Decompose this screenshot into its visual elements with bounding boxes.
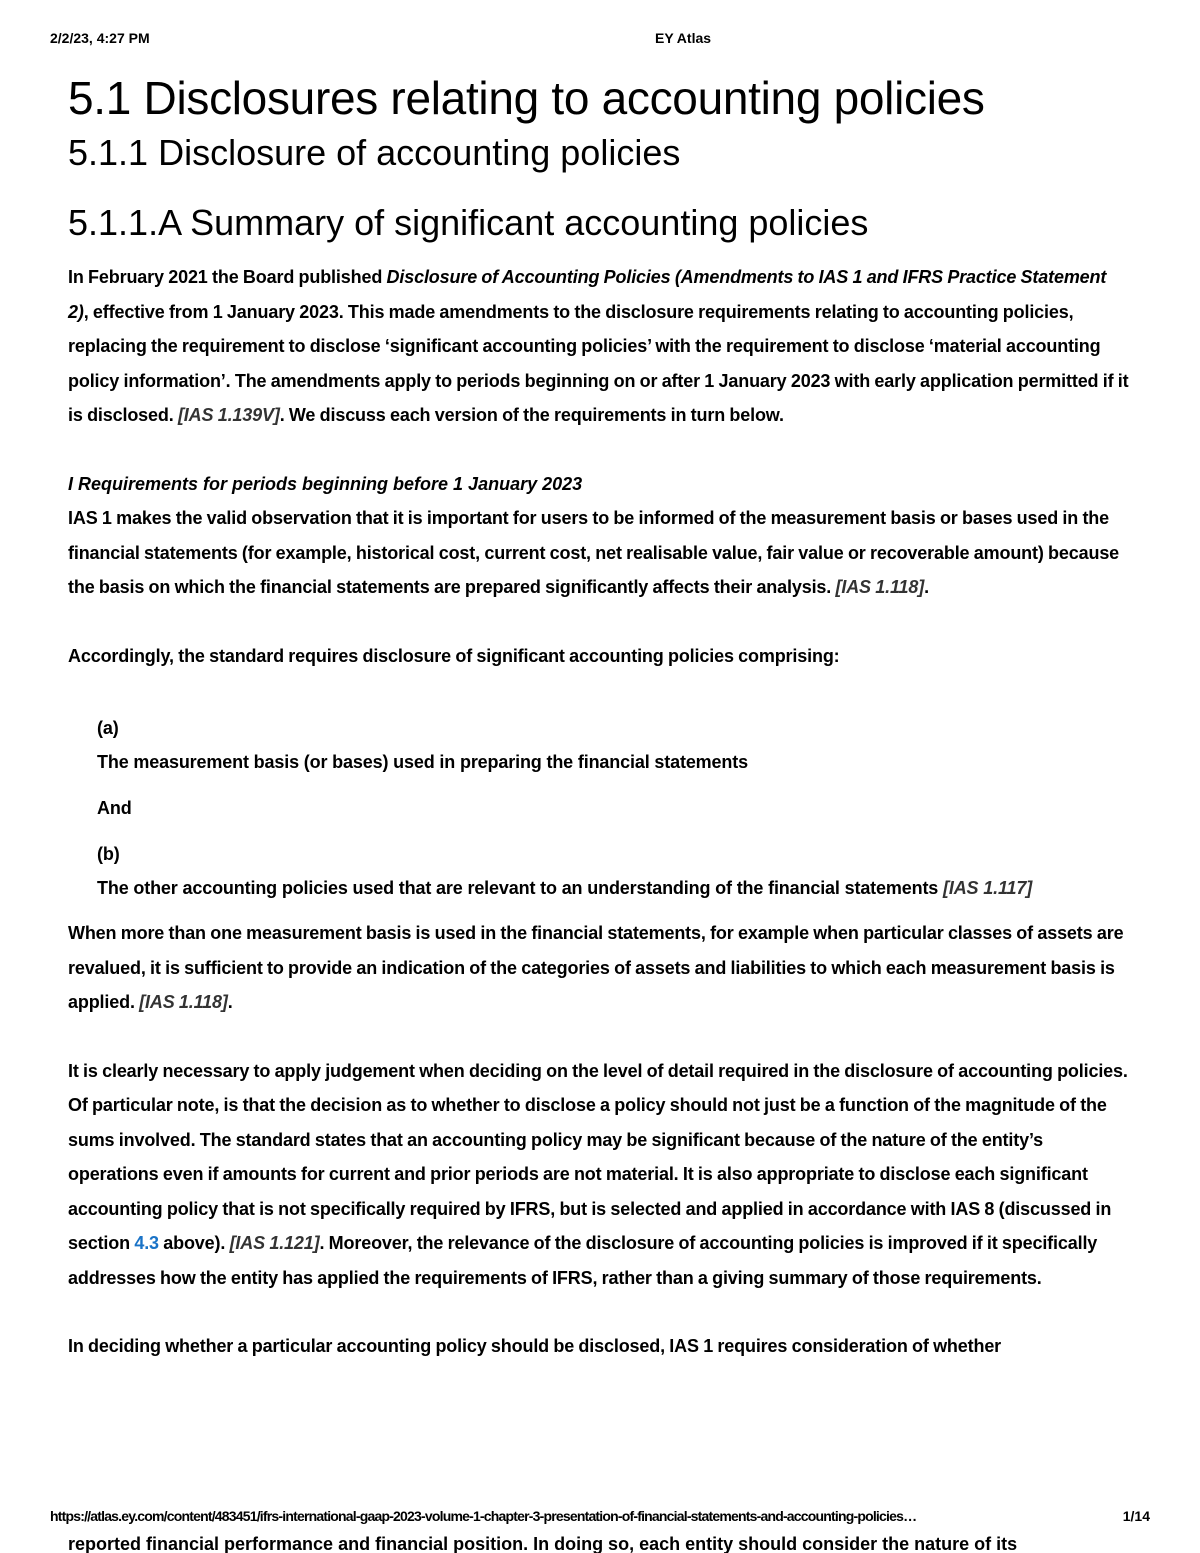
print-header [50, 30, 1150, 50]
intro-paragraph [68, 260, 1130, 433]
para4-end: . [227, 992, 233, 1012]
intro-text-b: , effective from 1 January 2023. This made amendments to the disclosure requirements relating to accounting policies, replacing the requirement to disclose ‘significant accounting policies’ with the requirement to disclose ‘material accounting policy information’. The amendments apply to periods beginning on or after 1 January 2023 with early application permitted if it is disclosed. [68, 301, 1129, 425]
section-4-3-link[interactable]: 4.3 [134, 1233, 159, 1253]
intro-text-a: In February 2021 the Board published [68, 267, 387, 287]
page-number: 1/14 [1122, 1508, 1150, 1524]
judgement-paragraph [68, 1054, 1130, 1296]
list-item-b-text [97, 873, 1130, 904]
ias-reference-117[interactable]: [IAS 1.117] [943, 878, 1033, 898]
para5-text-b: above). [158, 1233, 230, 1253]
print-site-name: EY Atlas [655, 30, 712, 46]
para2-text: IAS 1 makes the valid observation that it is important for users to be informed of the measurement basis or bases used in the financial statements (for example, historical cost, current cost, net realisable value, fair value or recoverable amount) because the basis on which the financial statements are prepared significantly affects their analysis. [68, 508, 1120, 597]
para2-end: . [924, 577, 929, 597]
print-footer [50, 1508, 1150, 1528]
deciding-paragraph: In deciding whether a particular accounting policy should be disclosed, IAS 1 requires consideration of whether [68, 1336, 1002, 1356]
publication-title: Disclosure of Accounting Policies (Amendments to IAS 1 and IFRS Practice Statement 2) [68, 267, 1107, 322]
intro-text-c: . We discuss each version of the requirements in turn below. [279, 405, 784, 425]
cut-off-text-line: reported financial performance and financial position. In doing so, each entity should consider the nature of its [68, 1534, 1018, 1553]
ias-reference-118-b[interactable]: [IAS 1.118] [139, 992, 228, 1012]
list-item-b-label: (b) [97, 844, 120, 864]
article-content [68, 70, 1130, 1364]
para5-text-a: It is clearly necessary to apply judgement when deciding on the level of detail required in the disclosure of accounting policies. Of particular note, is that the decision as to whether to disclose a policy should not just be a function of the magnitude of the sums involved. The standard states that an accounting policy may be significant because of the nature of the entity’s operations even if amounts for current and prior periods are not material. It is also appropriate to disclose each significant accounting policy that is not specifically required by IFRS, but is selected and applied in accordance with IAS 8 (discussed in section [68, 1060, 1128, 1253]
subtitle: 5.1.1 Disclosure of accounting policies [68, 132, 681, 173]
para5-text-c: . Moreover, the relevance of the disclosure of accounting policies is improved if it specifically addresses how the entity has applied the requirements of IFRS, rather than a giving summary of those requirements. [68, 1233, 1098, 1288]
print-url: https://atlas.ey.com/content/483451/ifrs-international-gaap-2023-volume-1-chapter-3-presentation-of-financial-statements-and-accounting-policies… [50, 1508, 917, 1524]
ias-reference-121[interactable]: [IAS 1.121] [229, 1233, 320, 1253]
accordingly-paragraph: Accordingly, the standard requires disclosure of significant accounting policies comprising: [68, 645, 840, 666]
ias-reference-139v[interactable]: [IAS 1.139V] [177, 405, 280, 425]
measurement-basis-paragraph [68, 501, 1130, 605]
print-date: 2/2/23, 4:27 PM [50, 30, 150, 46]
policy-list [68, 713, 1130, 904]
list-and: And [97, 798, 132, 818]
ias-reference-118[interactable]: [IAS 1.118] [835, 577, 925, 597]
list-item-b-body: The other accounting policies used that are relevant to an understanding of the financial statements [97, 878, 944, 898]
para4-text: When more than one measurement basis is used in the financial statements, for example when particular classes of assets are revalued, it is sufficient to provide an indication of the categories of assets and liabilities to which each measurement basis is applied. [68, 923, 1124, 1012]
page-title: 5.1 Disclosures relating to accounting policies [68, 72, 985, 124]
section-title: 5.1.1.A Summary of significant accounting policies [68, 202, 869, 243]
list-item-a-label: (a) [97, 718, 119, 738]
requirements-subheading: I Requirements for periods beginning before 1 January 2023 [68, 473, 583, 494]
list-item-a-text: The measurement basis (or bases) used in preparing the financial statements [97, 752, 748, 772]
measurement-basis-categories-paragraph [68, 916, 1130, 1020]
